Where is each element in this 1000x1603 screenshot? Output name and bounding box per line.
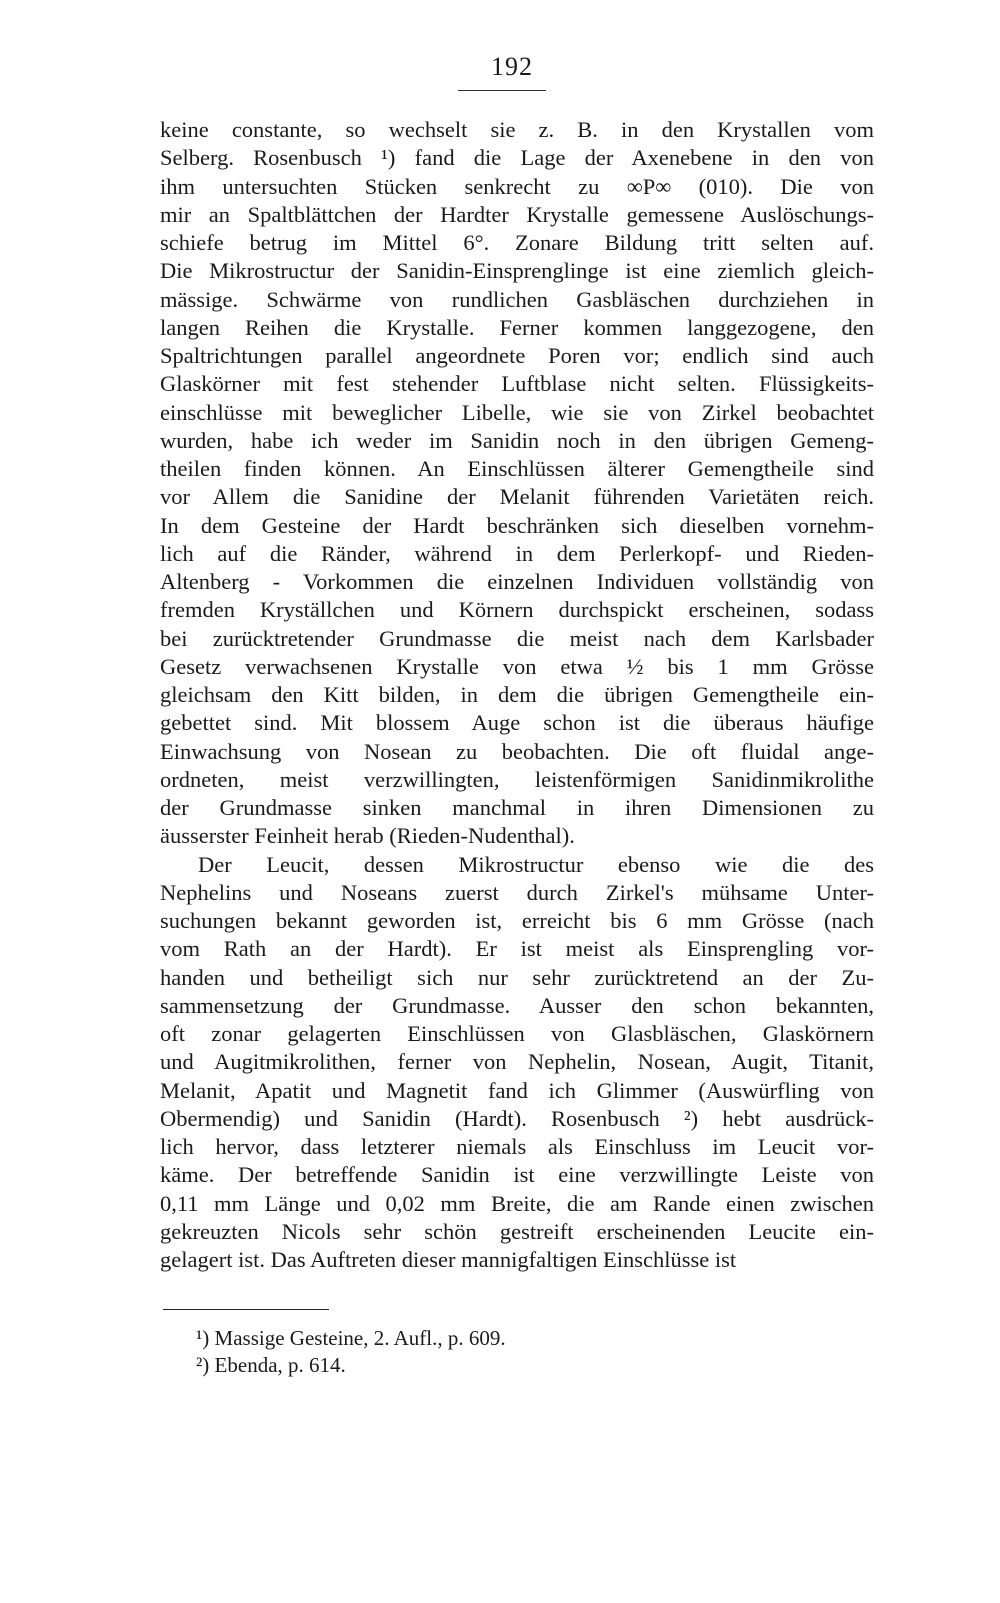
text-line: vor Allem die Sanidine der Melanit führenden Varietäten reich. bbox=[160, 484, 874, 510]
text-line: oft zonar gelagerten Einschlüssen von Glasbläschen, Glaskörnern bbox=[160, 1021, 874, 1046]
text-line: mässige. Schwärme von rundlichen Gasbläschen durchziehen in bbox=[160, 286, 874, 312]
text-line: 0,11 mm Länge und 0,02 mm Breite, die am Rande einen zwischen bbox=[160, 1190, 874, 1216]
footnote-separator bbox=[163, 1309, 329, 1310]
text-line: und Augitmikrolithen, ferner von Nephelin, Nosean, Augit, Titanit, bbox=[160, 1049, 874, 1075]
text-line: Der Leucit, dessen Mikrostructur ebenso wie die des bbox=[198, 851, 874, 877]
text-line: keine constante, so wechselt sie z. B. in den Krystallen vom bbox=[160, 117, 874, 142]
text-line: Spaltrichtungen parallel angeordnete Poren vor; endlich sind auch bbox=[160, 343, 874, 368]
text-line: vom Rath an der Hardt). Er ist meist als Einsprengling vor- bbox=[160, 936, 874, 962]
page-number: 192 bbox=[491, 52, 533, 81]
text-line: sammensetzung der Grundmasse. Ausser den schon bekannten, bbox=[160, 992, 874, 1018]
text-line: theilen finden können. An Einschlüssen älterer Gemengtheile sind bbox=[160, 456, 874, 481]
text-line: gebettet sind. Mit blossem Auge schon ist die überaus häufige bbox=[160, 710, 874, 736]
text-line: lich hervor, dass letzterer niemals als Einschluss im Leucit vor- bbox=[160, 1134, 874, 1159]
text-line: äusserster Feinheit herab (Rieden-Nudenthal). bbox=[160, 823, 575, 849]
text-line: käme. Der betreffende Sanidin ist eine verzwillingte Leiste von bbox=[160, 1162, 874, 1188]
text-line: Die Mikrostructur der Sanidin-Einsprenglinge ist eine ziemlich gleich- bbox=[160, 258, 874, 284]
text-line: der Grundmasse sinken manchmal in ihren Dimensionen zu bbox=[160, 795, 874, 820]
text-line: einschlüsse mit beweglicher Libelle, wie sie von Zirkel beobachtet bbox=[160, 399, 874, 425]
text-line: fremden Kryställchen und Körnern durchspickt erscheinen, sodass bbox=[160, 597, 874, 623]
page-number-rule bbox=[458, 90, 546, 91]
text-line: gleichsam den Kitt bilden, in dem die übrigen Gemengtheile ein- bbox=[160, 682, 874, 707]
text-line: Obermendig) und Sanidin (Hardt). Rosenbusch ²) hebt ausdrück- bbox=[160, 1105, 874, 1131]
text-line: Glaskörner mit fest stehender Luftblase nicht selten. Flüssigkeits- bbox=[160, 371, 874, 397]
text-line: In dem Gesteine der Hardt beschränken sich dieselben vornehm- bbox=[160, 512, 874, 538]
text-line: wurden, habe ich weder im Sanidin noch in den übrigen Gemeng- bbox=[160, 427, 874, 453]
text-line: gekreuzten Nicols sehr schön gestreift erscheinenden Leucite ein- bbox=[160, 1218, 874, 1244]
text-line: schiefe betrug im Mittel 6°. Zonare Bildung tritt selten auf. bbox=[160, 230, 874, 255]
text-line: Selberg. Rosenbusch ¹) fand die Lage der Axenebene in den von bbox=[160, 145, 874, 171]
text-line: langen Reihen die Krystalle. Ferner kommen langgezogene, den bbox=[160, 314, 874, 340]
text-line: ihm untersuchten Stücken senkrecht zu ∞P∞ (010). Die von bbox=[160, 173, 874, 199]
text-line: lich auf die Ränder, während in dem Perlerkopf- und Rieden- bbox=[160, 540, 874, 566]
footnote: ¹) Massige Gesteine, 2. Aufl., p. 609. bbox=[196, 1326, 506, 1350]
text-line: suchungen bekannt geworden ist, erreicht bis 6 mm Grösse (nach bbox=[160, 908, 874, 933]
text-line: Nephelins und Noseans zuerst durch Zirkel's mühsame Unter- bbox=[160, 879, 874, 905]
text-line: Altenberg - Vorkommen die einzelnen Individuen vollständig von bbox=[160, 569, 874, 594]
text-line: Einwachsung von Nosean zu beobachten. Die oft fluidal ange- bbox=[160, 738, 874, 764]
text-line: Gesetz verwachsenen Krystalle von etwa ½ bis 1 mm Grösse bbox=[160, 653, 874, 679]
body-text bbox=[160, 116, 874, 1274]
text-line: ordneten, meist verzwillingten, leistenförmigen Sanidinmikrolithe bbox=[160, 766, 874, 792]
text-line: mir an Spaltblättchen der Hardter Krystalle gemessene Auslöschungs- bbox=[160, 201, 874, 227]
footnotes bbox=[196, 1325, 796, 1379]
footnote: ²) Ebenda, p. 614. bbox=[196, 1353, 346, 1377]
text-line: Melanit, Apatit und Magnetit fand ich Glimmer (Auswürfling von bbox=[160, 1077, 874, 1103]
text-line: handen und betheiligt sich nur sehr zurücktretend an der Zu- bbox=[160, 964, 874, 990]
text-line: bei zurücktretender Grundmasse die meist nach dem Karlsbader bbox=[160, 625, 874, 651]
text-line: gelagert ist. Das Auftreten dieser mannigfaltigen Einschlüsse ist bbox=[160, 1247, 737, 1272]
